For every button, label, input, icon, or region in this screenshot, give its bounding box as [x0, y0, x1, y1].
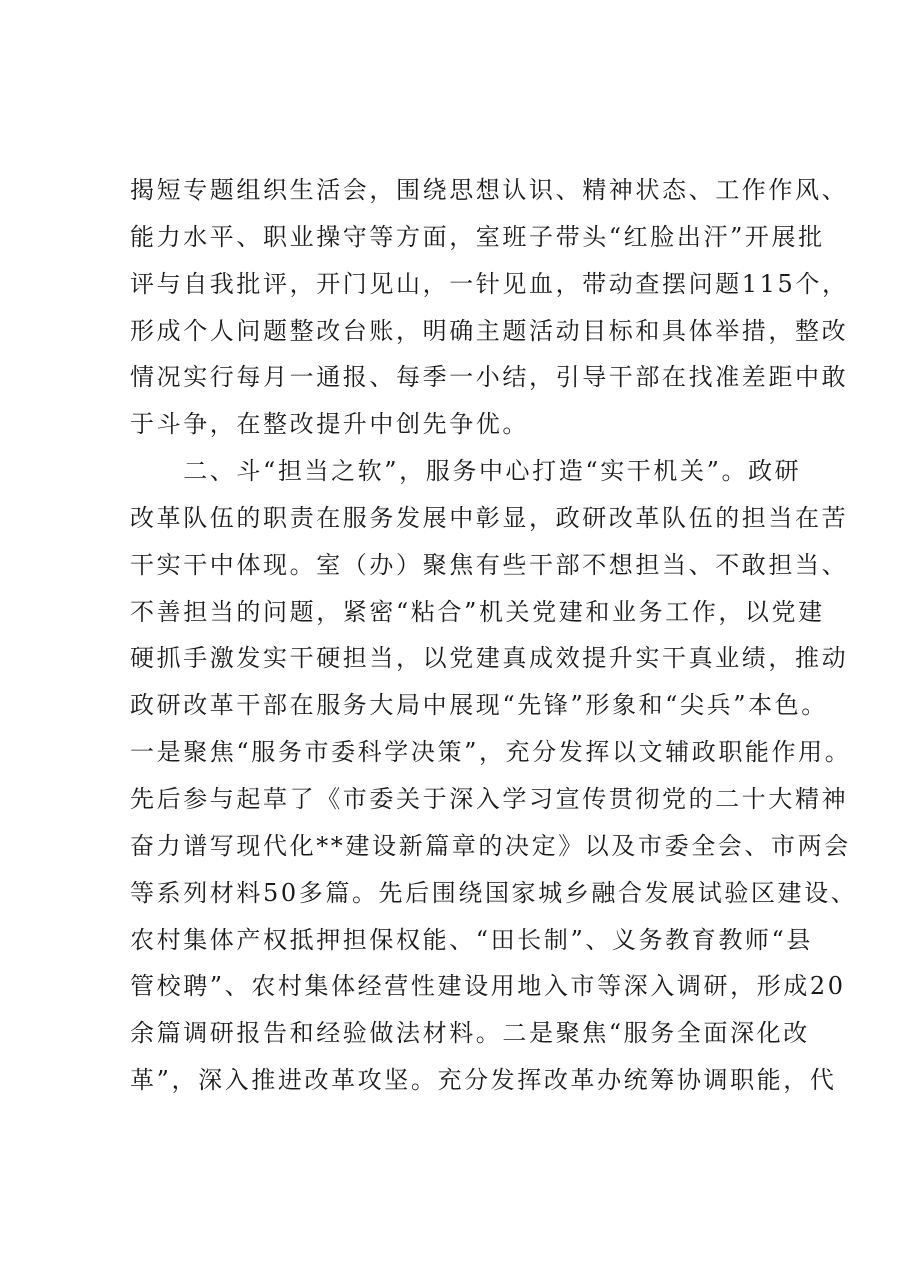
text-line: 硬抓手激发实干硬担当，以党建真成效提升实干真业绩，推动	[130, 644, 849, 673]
text-line: 评与自我批评，开门见山，一针见血，带动查摆问题115个，	[130, 269, 849, 298]
text-line: 等系列材料50多篇。先后围绕国家城乡融合发展试验区建设、	[130, 878, 858, 907]
text-line: 先后参与起草了《市委关于深入学习宣传贯彻党的二十大精神	[130, 784, 849, 813]
text-line: 情况实行每月一通报、每季一小结，引导干部在找准差距中敢	[130, 363, 849, 392]
text-line: 奋力谱写现代化**建设新篇章的决定》以及市委全会、市两会	[130, 831, 851, 860]
text-line: 揭短专题组织生活会，围绕思想认识、精神状态、工作作风、	[130, 176, 849, 204]
text-line: 余篇调研报告和经验做法材料。二是聚焦“服务全面深化改	[130, 1019, 810, 1048]
text-line: 能力水平、职业操守等方面，室班子带头“红脸出汗”开展批	[130, 222, 825, 251]
text-line: 一是聚焦“服务市委科学决策”，充分发挥以文辅政职能作用。	[130, 738, 852, 767]
text-line: 改革队伍的职责在服务发展中彰显，政研改革队伍的担当在苦	[130, 503, 849, 532]
body-text	[130, 167, 858, 1104]
text-line: 于斗争，在整改提升中创先争优。	[130, 410, 529, 439]
text-line: 农村集体产权抵押担保权能、“田长制”、义务教育教师“县	[130, 925, 814, 954]
text-line: 革”，深入推进改革攻坚。充分发挥改革办统筹协调职能，代	[130, 1066, 837, 1095]
text-line: 干实干中体现。室（办）聚焦有些干部不想担当、不敢担当、	[130, 550, 849, 579]
text-line: 二、斗“担当之软”，服务中心打造“实干机关”。政研	[130, 457, 802, 486]
text-line: 管校聘”、农村集体经营性建设用地入市等深入调研，形成20	[130, 972, 846, 1001]
text-line: 形成个人问题整改台账，明确主题活动目标和具体举措，整改	[130, 316, 849, 345]
text-line: 政研改革干部在服务大局中展现“先锋”形象和“尖兵”本色。	[130, 691, 828, 720]
text-line: 不善担当的问题，紧密“粘合”机关党建和业务工作，以党建	[130, 597, 825, 626]
